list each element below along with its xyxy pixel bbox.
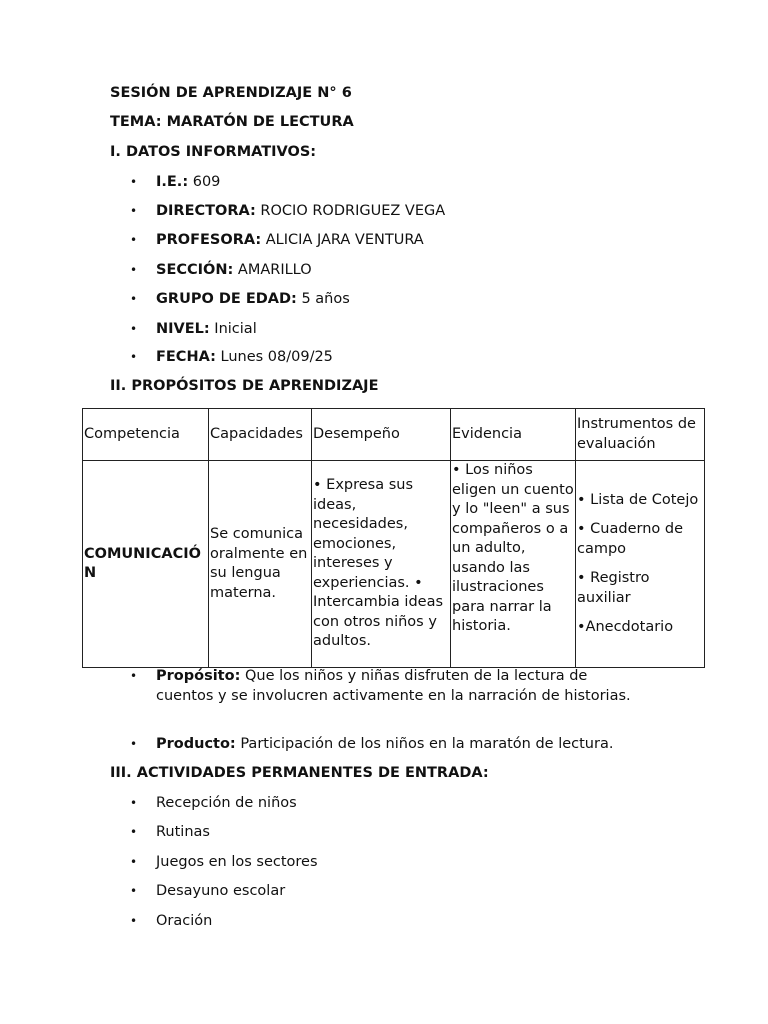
- producto-value: Participación de los niños en la maratón de lectura.: [235, 736, 614, 752]
- instrument-item: •Anecdotario: [577, 619, 674, 635]
- cell-capacidades: Se comunica oralmente en su lengua materna.: [209, 461, 312, 668]
- bullet-icon: •: [130, 233, 138, 247]
- section-2-heading: II. PROPÓSITOS DE APRENDIZAJE: [110, 378, 379, 394]
- cell-instrumentos: [576, 461, 705, 668]
- activity-label: Desayuno escolar: [156, 883, 286, 899]
- bullet-icon: •: [130, 884, 138, 898]
- info-value: Lunes 08/09/25: [215, 349, 333, 365]
- proposito-value: Que los niños y niñas disfruten de la lectura de cuentos y se involucren activamente en la narración de historias.: [156, 668, 631, 704]
- header-capacidades: Capacidades: [209, 409, 312, 461]
- activity-label: Oración: [156, 913, 213, 929]
- cell-evidencia: • Los niños eligen un cuento y lo "leen" a sus compañeros o a un adulto, usando las ilustraciones para narrar la historia.: [451, 461, 576, 668]
- info-value: 609: [188, 174, 221, 190]
- info-label: GRUPO DE EDAD:: [156, 291, 297, 307]
- info-value: Inicial: [209, 321, 257, 337]
- bullet-icon: •: [130, 796, 138, 810]
- activity-label: Recepción de niños: [156, 795, 297, 811]
- info-label: I.E.:: [156, 174, 189, 190]
- session-title: SESIÓN DE APRENDIZAJE N° 6: [110, 85, 352, 101]
- cell-competencia: COMUNICACIÓN: [83, 461, 209, 668]
- instruments-list: [577, 491, 704, 638]
- bullet-icon: •: [130, 204, 138, 218]
- info-value: AMARILLO: [233, 262, 312, 278]
- bullet-icon: •: [130, 669, 138, 683]
- info-value: ALICIA JARA VENTURA: [261, 232, 424, 248]
- section-3-heading: III. ACTIVIDADES PERMANENTES DE ENTRADA:: [110, 765, 489, 781]
- instrument-item: • Lista de Cotejo: [577, 491, 699, 508]
- bullet-icon: •: [130, 263, 138, 277]
- header-competencia: Competencia: [83, 409, 209, 461]
- table-row: [83, 461, 705, 668]
- activity-label: Juegos en los sectores: [156, 854, 318, 870]
- proposito-label: Propósito:: [156, 668, 241, 684]
- bullet-icon: •: [130, 350, 138, 364]
- bullet-icon: •: [130, 825, 138, 839]
- header-evidencia: Evidencia: [451, 409, 576, 461]
- bullet-icon: •: [130, 322, 138, 336]
- info-label: SECCIÓN:: [156, 262, 234, 278]
- bullet-icon: •: [130, 175, 138, 189]
- table-header-row: [83, 409, 705, 461]
- activity-label: Rutinas: [156, 824, 210, 840]
- header-desempeno: Desempeño: [312, 409, 451, 461]
- purposes-table: [82, 408, 705, 668]
- section-1-heading: I. DATOS INFORMATIVOS:: [110, 144, 317, 160]
- bullet-icon: •: [130, 737, 138, 751]
- info-label: PROFESORA:: [156, 232, 262, 248]
- info-value: ROCIO RODRIGUEZ VEGA: [255, 203, 446, 219]
- cell-desempeno: • Expresa sus ideas, necesidades, emociones, intereses y experiencias. • Intercambia ideas con otros niños y adultos.: [312, 461, 451, 668]
- info-label: FECHA:: [156, 349, 216, 365]
- info-label: DIRECTORA:: [156, 203, 256, 219]
- bullet-icon: •: [130, 855, 138, 869]
- instrument-item: • Cuaderno de campo: [577, 521, 683, 557]
- producto-label: Producto:: [156, 736, 236, 752]
- info-label: NIVEL:: [156, 321, 210, 337]
- header-instrumentos: Instrumentos de evaluación: [576, 409, 705, 461]
- topic-title: TEMA: MARATÓN DE LECTURA: [110, 114, 354, 130]
- bullet-icon: •: [130, 292, 138, 306]
- instrument-item: • Registro auxiliar: [577, 570, 650, 606]
- info-value: 5 años: [296, 291, 350, 307]
- bullet-icon: •: [130, 914, 138, 928]
